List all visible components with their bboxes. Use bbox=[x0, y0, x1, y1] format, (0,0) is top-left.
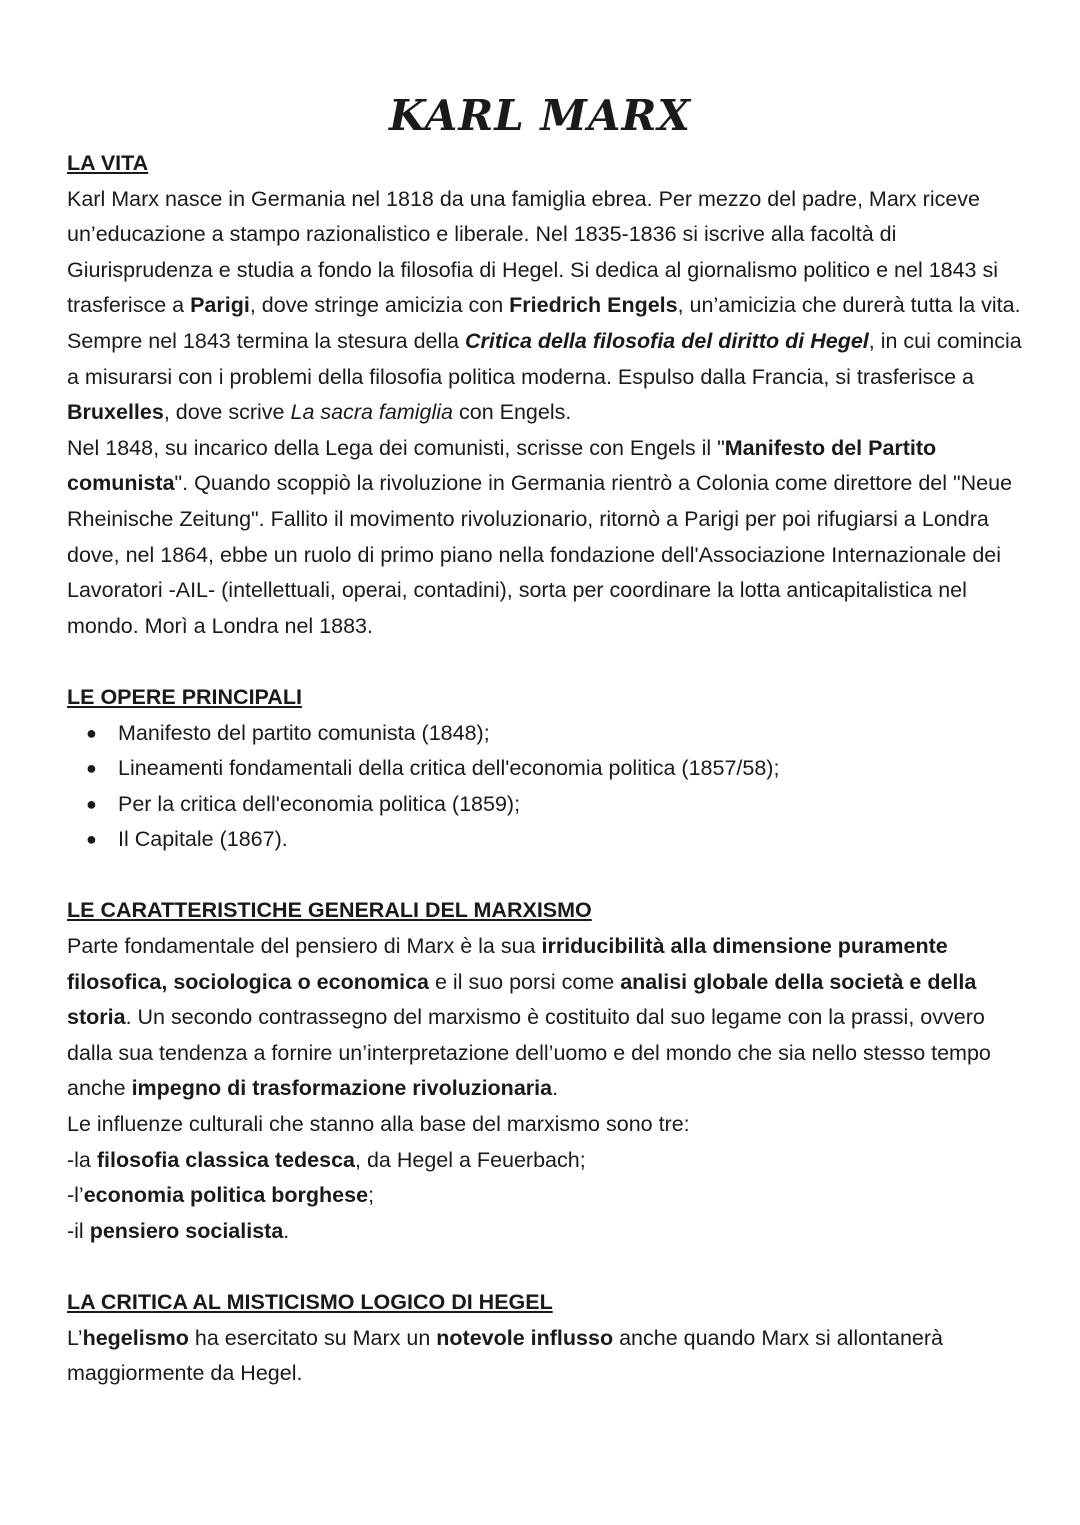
list-item: ● Lineamenti fondamentali della critica dell'economia politica (1857/58); bbox=[67, 751, 1027, 787]
paragraph-caratteristiche-2: Le influenze culturali che stanno alla base del marxismo sono tre: bbox=[67, 1112, 690, 1137]
section-heading-opere: LE OPERE PRINCIPALI bbox=[67, 684, 302, 709]
influence-line-2: -l’economia politica borghese; bbox=[67, 1183, 375, 1208]
section-heading-vita: LA VITA bbox=[67, 151, 149, 175]
list-item: ● Il Capitale (1867). bbox=[67, 822, 1027, 858]
influence-line-1: -la filosofia classica tedesca, da Hegel a Feuerbach; bbox=[67, 1147, 586, 1172]
list-item: ● Manifesto del partito comunista (1848); bbox=[67, 716, 1027, 752]
paragraph-critica-1: L’hegelismo ha esercitato su Marx un notevole influsso anche quando Marx si allontanerà maggiormente da Hegel. bbox=[67, 1325, 943, 1386]
bullet-icon: ● bbox=[86, 722, 97, 743]
bullet-icon: ● bbox=[86, 829, 97, 850]
influence-line-3: -il pensiero socialista. bbox=[67, 1218, 290, 1243]
paragraph-caratteristiche-1: Parte fondamentale del pensiero di Marx è la sua irriducibilità alla dimensione puramente filosofica, sociologica o economica e il suo porsi come analisi globale della società e della storia. Un secondo contrassegno del marxismo è costituito dal suo legame con la prassi, ovvero dalla sua tendenza a fornire un’interpretazione dell’uomo e del mondo che sia nello stesso tempo anche impegno di trasformazione rivoluzionaria. bbox=[67, 934, 991, 1101]
list-item: ● Per la critica dell'economia politica (1859); bbox=[67, 787, 1027, 823]
paragraph-vita-1: Karl Marx nasce in Germania nel 1818 da una famiglia ebrea. Per mezzo del padre, Marx riceve un’educazione a stampo razionalistico e liberale. Nel 1835-1836 si iscrive alla facoltà di Giurisprudenza e studia a fondo la filosofia di Hegel. Si dedica al giornalismo politico e nel 1843 si trasferisce a Parigi, dove stringe amicizia con Friedrich Engels, un’amicizia che durerà tutta la vita. Sempre nel 1843 termina la stesura della Critica della filosofia del diritto di Hegel, in cui comincia a misurarsi con i problemi della filosofia politica moderna. Espulso dalla Francia, si trasferisce a Bruxelles, dove scrive La sacra famiglia con Engels. bbox=[67, 186, 1022, 425]
works-list bbox=[67, 716, 1027, 858]
section-heading-critica: LA CRITICA AL MISTICISMO LOGICO DI HEGEL bbox=[67, 1290, 553, 1314]
page-title: KARL MARX bbox=[388, 91, 691, 140]
bullet-icon: ● bbox=[86, 758, 97, 779]
bullet-icon: ● bbox=[86, 793, 97, 814]
section-heading-caratteristiche: LE CARATTERISTICHE GENERALI DEL MARXISMO bbox=[67, 898, 592, 923]
document-body bbox=[67, 146, 1027, 1392]
paragraph-vita-2: Nel 1848, su incarico della Lega dei comunisti, scrisse con Engels il "Manifesto del Partito comunista". Quando scoppiò la rivoluzione in Germania rientrò a Colonia come direttore del "Neue Rheinische Zeitung". Fallito il movimento rivoluzionario, ritornò a Parigi per poi rifugiarsi a Londra dove, nel 1864, ebbe un ruolo di primo piano nella fondazione dell'Associazione Internazionale dei Lavoratori -AIL- (intellettuali, operai, contadini), sorta per coordinare la lotta anticapitalistica nel mondo. Morì a Londra nel 1883. bbox=[67, 435, 1013, 638]
